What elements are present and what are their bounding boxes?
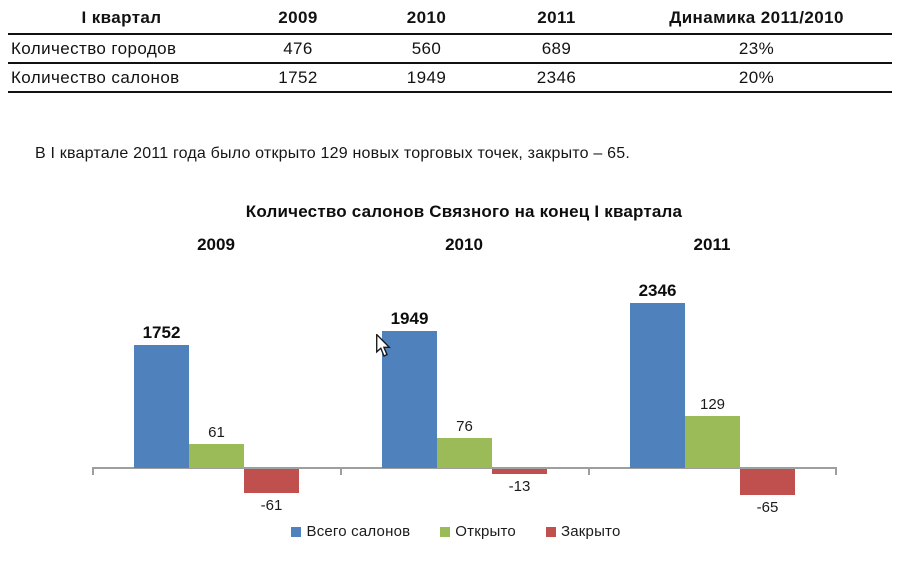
legend-item — [440, 523, 516, 540]
chart-title: Количество салонов Связного на конец I квартала — [245, 202, 683, 221]
bar-closed-2009 — [244, 469, 299, 493]
bar-closed-2011 — [740, 469, 795, 495]
table-header-cell: Динамика 2011/2010 — [669, 7, 844, 27]
category-label: 2010 — [445, 235, 483, 254]
category-label: 2009 — [197, 235, 235, 254]
legend-item — [546, 523, 621, 540]
table-header-cell: 2009 — [278, 7, 318, 27]
legend-label: Открыто — [455, 523, 516, 540]
table-header-row — [8, 2, 892, 34]
bar-opened-2009 — [189, 444, 244, 468]
table-cell: 1949 — [406, 67, 447, 87]
bar-closed-2010 — [492, 469, 547, 474]
table-header-cell: I квартал — [81, 7, 162, 27]
table-header-cell: 2010 — [406, 7, 447, 27]
summary-table — [8, 2, 892, 93]
bar-opened-2010 — [437, 438, 492, 468]
axis-tick — [92, 469, 94, 475]
legend-label: Всего салонов — [306, 523, 411, 540]
table-cell: 1752 — [278, 67, 318, 87]
bar-value-label: -13 — [508, 478, 531, 495]
bar-value-label: -61 — [260, 497, 283, 514]
table-cell: Количество салонов — [11, 67, 180, 87]
bar-value-label: -65 — [756, 499, 779, 516]
bar-total-2011 — [630, 303, 685, 468]
mouse-cursor-icon — [375, 334, 391, 358]
table-header-cell: 2011 — [537, 7, 576, 27]
table-row — [8, 34, 892, 63]
table-cell: 476 — [283, 38, 313, 58]
axis-tick — [340, 469, 342, 475]
table-cell: Количество городов — [11, 38, 177, 58]
bar-value-label: 1752 — [142, 323, 181, 342]
bar-value-label: 129 — [699, 396, 726, 413]
table-cell: 23% — [738, 38, 775, 58]
bar-value-label: 1949 — [390, 309, 429, 328]
table-cell: 560 — [411, 38, 442, 58]
chart-legend — [0, 523, 912, 540]
legend-label: Закрыто — [560, 523, 621, 540]
bar-value-label: 76 — [456, 418, 473, 435]
note-text: В I квартале 2011 года было открыто 129 новых торговых точек, закрыто – 65. — [35, 145, 630, 162]
bar-value-label: 61 — [208, 424, 225, 441]
bar-total-2009 — [134, 345, 189, 468]
legend-swatch — [546, 527, 556, 537]
category-label: 2011 — [693, 235, 731, 254]
legend-swatch — [440, 527, 450, 537]
legend-item — [291, 523, 410, 540]
table-row — [8, 63, 892, 92]
table-cell: 2346 — [536, 67, 577, 87]
bar-opened-2011 — [685, 416, 740, 468]
bar-value-label: 2346 — [638, 281, 677, 300]
axis-tick — [588, 469, 590, 475]
axis-tick — [835, 469, 837, 475]
table-cell: 20% — [738, 67, 775, 87]
legend-swatch — [291, 527, 301, 537]
table-cell: 689 — [541, 38, 572, 58]
